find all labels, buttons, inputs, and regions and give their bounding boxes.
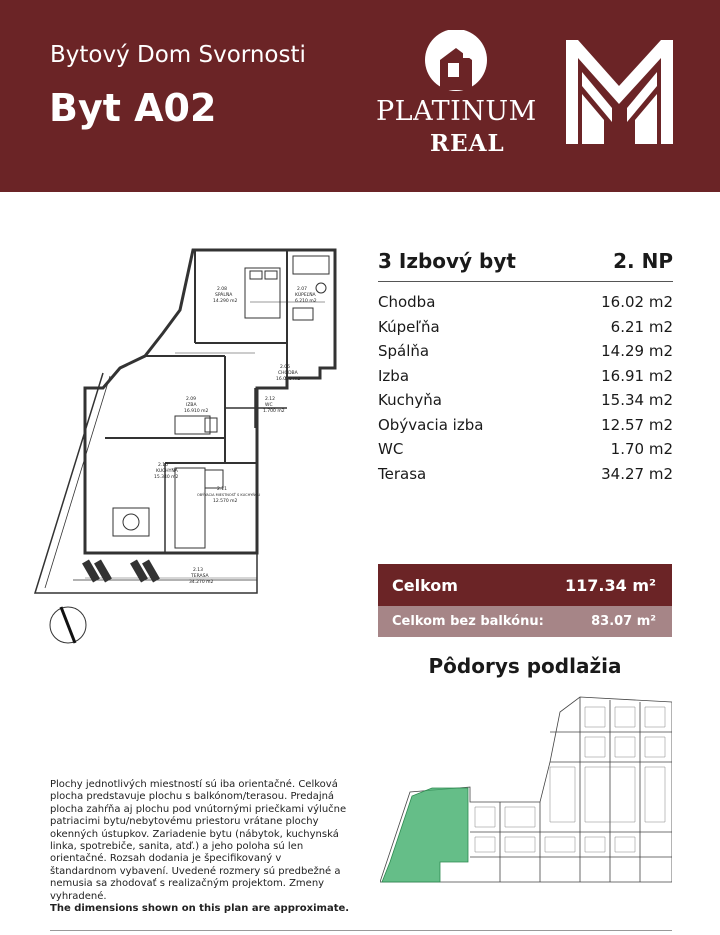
platinum-real-logo: [370, 30, 545, 160]
apartment-type: 3 Izbový byt: [378, 249, 516, 273]
room-table-header: [378, 249, 673, 282]
plan-label-2-12-area: 1.700 m2: [263, 409, 285, 414]
plan-label-2-09-area: 16.910 m2: [184, 409, 209, 414]
plan-label-2-13-area: 34.270 m2: [189, 580, 214, 585]
total-label: Celkom: [392, 575, 458, 595]
room-area: 1.70 m2: [610, 440, 673, 458]
disclaimer: [50, 779, 350, 915]
room-name: Spálňa: [378, 342, 430, 360]
north-compass-icon: [48, 605, 88, 645]
logo-text-platinum: PLATINUM: [376, 96, 537, 127]
plan-label-2-12: 2.12: [265, 397, 276, 402]
plan-label-2-11-name: OBÝVACIA MIESTNOSŤ S KUCHYŇOU: [197, 493, 261, 497]
logo-text-real: REAL: [430, 130, 505, 157]
plan-label-2-08-name: SPÁLŇA: [215, 293, 233, 298]
building-name: Bytový Dom Svornosti: [50, 42, 306, 68]
plan-label-2-11-area: 12.570 m2: [213, 499, 238, 504]
room-area: 16.02 m2: [601, 293, 673, 311]
room-area: 16.91 m2: [601, 366, 673, 385]
plan-label-2-07: 2.07: [297, 287, 308, 292]
plan-label-2-12-name: WC: [265, 403, 273, 408]
total-area-bar: [378, 564, 672, 606]
room-row: [378, 437, 673, 462]
total-no-balcony-value: 83.07 m²: [591, 614, 656, 629]
room-name: Kúpeľňa: [378, 317, 440, 336]
room-name: Kuchyňa: [378, 391, 442, 409]
room-name: Terasa: [378, 464, 427, 483]
plan-label-2-10-area: 15.340 m2: [154, 475, 179, 480]
unit-title: Byt A02: [49, 86, 217, 130]
m-monogram-logo-icon: [562, 38, 677, 148]
room-name: Izba: [378, 366, 410, 385]
room-row: [378, 413, 673, 438]
plan-label-2-09: 2.09: [186, 397, 197, 402]
plan-label-2-08-area: 14.290 m2: [213, 299, 238, 304]
plan-label-2-08: 2.08: [217, 287, 228, 292]
floor-overview-title: Pôdorys podlažia: [428, 654, 622, 678]
room-area: 15.34 m2: [601, 391, 673, 409]
room-name: Chodba: [378, 293, 436, 311]
apartment-floor-plan: [25, 238, 345, 608]
plan-label-2-07-name: KÚPEĽŇA: [295, 293, 316, 298]
plan-label-2-09-name: IZBA: [186, 403, 197, 408]
plan-label-2-13: 2.13: [193, 568, 204, 573]
floor-overview-plan: [380, 692, 672, 887]
room-area-table: [378, 249, 673, 486]
room-area: 6.21 m2: [610, 317, 673, 336]
plan-label-2-07-area: 6.210 m2: [295, 299, 317, 304]
footer-divider: [50, 930, 672, 931]
plan-label-2-13-name: TERASA: [191, 574, 209, 579]
room-row: [378, 339, 673, 364]
plan-label-2-06-area: 16.020 m2: [276, 377, 301, 382]
plan-label-2-06: 2.06: [280, 365, 291, 370]
disclaimer-text: Plochy jednotlivých miestností sú iba orientačné. Celková plocha predstavuje plochu s balkónom/terasou. Predajná plocha zahŕňa aj plochu pod vnútornými priečkami výlučne patriacimi bytu/nebytovému priestoru vrátane plochy okenných ústupkov. Zariadenie bytu (nábytok, kuchynská linka, spotrebiče, sanita, atď.) a jeho poloha sú len orientačné. Rozsah dodania je špecifikovaný v štandardnom vybavení. Uvedené rozmery sú predbežné a nemusia sa zhodovať s realizačným projektom. Zmeny vyhradené.: [50, 779, 347, 902]
plan-label-2-10: 2.10: [158, 463, 169, 468]
total-without-balcony-bar: [378, 606, 672, 637]
highlighted-unit-area: [382, 788, 468, 882]
plan-label-2-11: 2.11: [217, 487, 228, 492]
room-row: [378, 290, 673, 315]
plan-label-2-06-name: CHODBA: [278, 371, 298, 376]
floor-number: 2. NP: [613, 249, 673, 273]
room-name: Obývacia izba: [378, 415, 484, 434]
room-row: [378, 364, 673, 389]
room-name: WC: [378, 440, 404, 458]
total-no-balcony-label: Celkom bez balkónu:: [392, 614, 544, 629]
room-row: [378, 462, 673, 487]
house-emblem-icon: [370, 30, 545, 100]
room-area: 34.27 m2: [601, 464, 673, 483]
room-row: [378, 388, 673, 413]
room-area: 12.57 m2: [601, 415, 673, 434]
plan-label-2-10-name: KUCHYŇA: [156, 469, 178, 474]
disclaimer-english: The dimensions shown on this plan are approximate.: [50, 903, 350, 915]
room-area: 14.29 m2: [601, 342, 673, 360]
header-banner: [0, 0, 720, 192]
total-value: 117.34 m²: [565, 575, 656, 595]
room-row: [378, 315, 673, 340]
